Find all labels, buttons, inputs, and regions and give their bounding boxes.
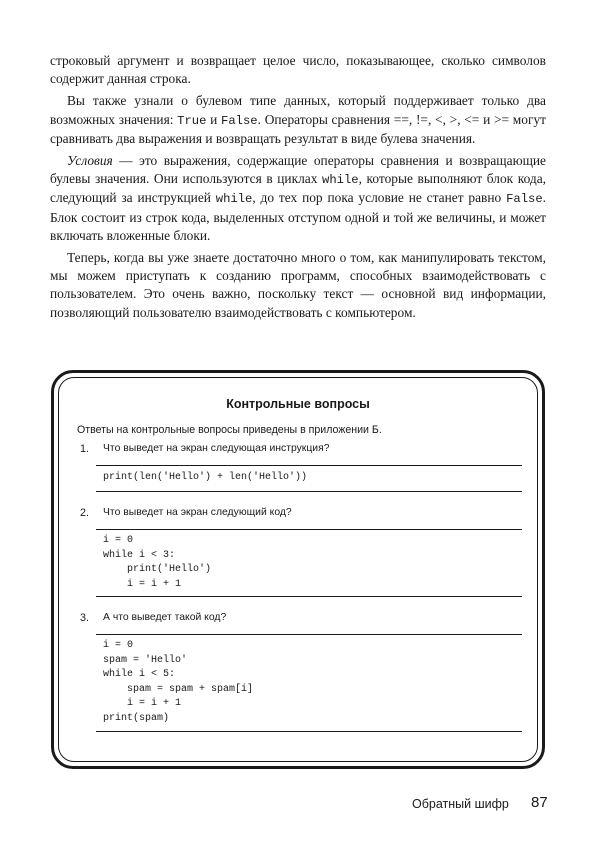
question-text: Что выведет на экран следующий код?	[103, 507, 292, 518]
review-title: Контрольные вопросы	[226, 397, 370, 411]
page-number: 87	[531, 794, 548, 811]
code-block: print(len('Hello') + len('Hello'))	[103, 472, 308, 483]
paragraph-2: Вы также узнали о булевом типе данных, который поддерживает только два возможных значения: True и False. Операторы сравнения ==, !=, <, >, <= и >= могут сравнивать два выражения и возвращать результат в виде булева значения.	[50, 93, 546, 146]
code-divider	[96, 634, 522, 635]
code-divider	[96, 465, 522, 466]
code-divider	[96, 731, 522, 732]
code-block: i = 0 while i < 3: print('Hello') i = i + 1	[103, 535, 212, 590]
code-block: i = 0 spam = 'Hello' while i < 5: spam = spam + spam[i] i = i + 1 print(spam)	[103, 640, 254, 724]
code-false: False	[506, 192, 543, 207]
code-while: while	[215, 192, 253, 207]
paragraph-4: Теперь, когда вы уже знаете достаточно много о том, как манипулировать текстом, мы можем приступать к созданию программ, способных взаимодействовать с пользователем. Это очень важно, поскольку текст — основной вид информации, позволяющий пользователю взаимодействовать с компьютером.	[50, 250, 546, 320]
code-divider	[96, 529, 522, 530]
question-text: Что выведет на экран следующая инструкция?	[103, 443, 330, 454]
code-divider	[96, 596, 522, 597]
code-true: True	[177, 113, 207, 128]
running-footer-title: Обратный шифр	[412, 797, 509, 811]
code-while: while	[322, 173, 359, 188]
body-text	[50, 52, 546, 326]
question-number: 3.	[80, 612, 90, 624]
paragraph-3: Условия — это выражения, содержащие операторы сравнения и возвращающие булевы значения. Они используются в циклах while, которые выполняют блок кода, следующий за инструкцией while, до тех пор пока условие не станет равно False. Блок состоит из строк кода, выделенных отступом одной и той же величины, и может включать вложенные блоки.	[50, 153, 546, 243]
code-false: False	[221, 113, 258, 128]
question-text: А что выведет такой код?	[103, 612, 227, 623]
review-intro: Ответы на контрольные вопросы приведены в приложении Б.	[77, 424, 382, 436]
paragraph-1: строковый аргумент и возвращает целое число, показывающее, сколько символов содержит данная строка.	[50, 53, 546, 87]
question-number: 1.	[80, 443, 90, 455]
code-divider	[96, 491, 522, 492]
term-conditions: Условия	[67, 153, 113, 169]
question-number: 2.	[80, 507, 90, 519]
